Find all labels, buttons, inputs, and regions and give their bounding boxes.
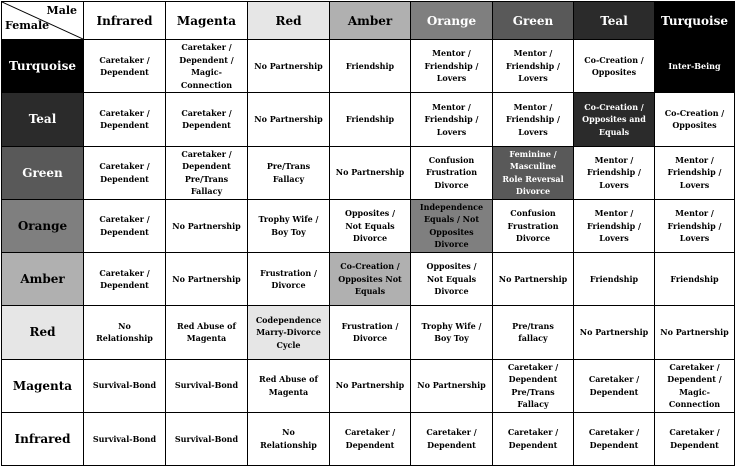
matrix-cell bbox=[493, 199, 574, 252]
cell-text-line: Magenta bbox=[186, 333, 227, 344]
relationship-matrix bbox=[1, 1, 735, 466]
matrix-cell bbox=[330, 93, 411, 146]
cell-text-line: Dependent bbox=[508, 374, 558, 385]
cell-text-line: Red Abuse of bbox=[259, 374, 318, 385]
cell-text-line: Opposites bbox=[591, 67, 637, 78]
row-header-orange: Orange bbox=[2, 199, 84, 252]
cell-text-line: Lovers bbox=[436, 126, 467, 137]
matrix-cell bbox=[84, 146, 166, 199]
matrix-cell bbox=[655, 199, 735, 252]
matrix-cell bbox=[330, 199, 411, 252]
matrix-cell bbox=[248, 306, 330, 359]
matrix-cell bbox=[493, 40, 574, 93]
column-header-orange: Orange bbox=[411, 2, 493, 40]
matrix-cell bbox=[411, 253, 493, 306]
matrix-cell bbox=[574, 412, 655, 465]
cell-text-line: Friendship / bbox=[587, 167, 641, 178]
cell-text-line: Divorce bbox=[271, 280, 306, 291]
matrix-cell bbox=[248, 146, 330, 199]
cell-text-line: Survival-Bond bbox=[92, 380, 157, 391]
column-header-amber: Amber bbox=[330, 2, 411, 40]
cell-text-line: Friendship / bbox=[667, 167, 722, 178]
cell-text-line: No Partnership bbox=[335, 380, 405, 391]
cell-text-line: Opposites and bbox=[582, 114, 646, 125]
matrix-cell bbox=[330, 412, 411, 465]
cell-text-line: Opposites / bbox=[344, 208, 396, 219]
matrix-cell bbox=[655, 306, 735, 359]
cell-text-line: Mentor / bbox=[513, 101, 553, 112]
cell-text-line: Divorce bbox=[515, 186, 551, 197]
cell-text-line: Opposites bbox=[672, 120, 717, 131]
matrix-row-teal bbox=[2, 93, 735, 146]
cell-text-line: Trophy Wife / bbox=[421, 320, 482, 331]
cell-text-line: No Partnership bbox=[660, 327, 729, 338]
row-header-magenta: Magenta bbox=[2, 359, 84, 412]
cell-text-line: Not Equals bbox=[426, 273, 477, 284]
matrix-cell bbox=[84, 359, 166, 412]
cell-text-line: Caretaker / bbox=[181, 107, 232, 118]
matrix-cell bbox=[166, 306, 248, 359]
cell-text-line: Lovers bbox=[599, 233, 629, 244]
matrix-cell bbox=[248, 199, 330, 252]
cell-text-line: Frustration bbox=[425, 167, 478, 178]
matrix-cell bbox=[84, 412, 166, 465]
cell-text-line: Relationship bbox=[260, 439, 317, 450]
corner-cell bbox=[2, 2, 84, 40]
column-header-infrared: Infrared bbox=[84, 2, 166, 40]
cell-text-line: Dependent bbox=[508, 439, 558, 450]
cell-text-line: No Partnership bbox=[417, 380, 486, 391]
matrix-cell bbox=[166, 412, 248, 465]
cell-text-line: Friendship bbox=[670, 273, 719, 284]
column-header-magenta: Magenta bbox=[166, 2, 248, 40]
cell-text-line: No bbox=[282, 427, 295, 438]
column-header-red: Red bbox=[248, 2, 330, 40]
matrix-cell bbox=[574, 146, 655, 199]
cell-text-line: Pre/trans bbox=[512, 320, 554, 331]
matrix-body bbox=[2, 40, 735, 466]
cell-text-line: Caretaker / bbox=[99, 214, 150, 225]
cell-text-line: Divorce bbox=[515, 233, 551, 244]
matrix-row-turquoise bbox=[2, 40, 735, 93]
cell-text-line: Pre/Trans bbox=[511, 386, 555, 397]
cell-text-line: Opposites Not bbox=[338, 273, 402, 284]
matrix-cell bbox=[655, 359, 735, 412]
cell-text-line: Lovers bbox=[679, 179, 710, 190]
cell-text-line: Frustration bbox=[507, 220, 559, 231]
cell-text-line: Caretaker / bbox=[181, 42, 232, 53]
cell-text-line: Dependent bbox=[100, 226, 149, 237]
matrix-cell bbox=[493, 93, 574, 146]
matrix-cell bbox=[493, 412, 574, 465]
cell-text-line: Friendship / bbox=[667, 220, 722, 231]
cell-text-line: Magenta bbox=[268, 386, 309, 397]
matrix-cell bbox=[574, 306, 655, 359]
cell-text-line: Dependent bbox=[589, 386, 639, 397]
row-header-red: Red bbox=[2, 306, 84, 359]
cell-text-line: Fallacy bbox=[517, 399, 549, 410]
cell-text-line: Lovers bbox=[599, 179, 629, 190]
cell-text-line: Dependent bbox=[670, 439, 719, 450]
matrix-cell bbox=[248, 93, 330, 146]
cell-text-line: Caretaker / bbox=[669, 427, 720, 438]
matrix-cell bbox=[84, 253, 166, 306]
matrix-cell bbox=[574, 359, 655, 412]
cell-text-line: Friendship bbox=[589, 273, 639, 284]
cell-text-line: Not Equals bbox=[345, 220, 395, 231]
matrix-row-red bbox=[2, 306, 735, 359]
cell-text-line: Opposites / bbox=[426, 261, 477, 272]
cell-text-line: Feminine / bbox=[509, 148, 557, 159]
cell-text-line: Mentor / bbox=[594, 154, 634, 165]
matrix-row-infrared bbox=[2, 412, 735, 465]
cell-text-line: Trophy Wife / bbox=[258, 214, 319, 225]
cell-text-line: Equals bbox=[354, 286, 386, 297]
column-header-teal: Teal bbox=[574, 2, 655, 40]
cell-text-line: Lovers bbox=[518, 126, 548, 137]
matrix-cell bbox=[574, 93, 655, 146]
cell-text-line: Relationship bbox=[96, 333, 153, 344]
cell-text-line: Caretaker / bbox=[99, 267, 150, 278]
cell-text-line: Dependent bbox=[345, 439, 395, 450]
cell-text-line: Boy Toy bbox=[271, 226, 306, 237]
matrix-cell bbox=[84, 93, 166, 146]
matrix-cell bbox=[411, 306, 493, 359]
matrix-cell bbox=[411, 412, 493, 465]
cell-text-line: Dependent bbox=[589, 439, 639, 450]
cell-text-line: No Partnership bbox=[579, 327, 649, 338]
matrix-cell bbox=[330, 253, 411, 306]
cell-text-line: Lovers bbox=[436, 73, 467, 84]
matrix-cell bbox=[330, 359, 411, 412]
matrix-cell bbox=[411, 146, 493, 199]
cell-text-line: Confusion bbox=[428, 154, 475, 165]
matrix-cell bbox=[84, 40, 166, 93]
cell-text-line: Survival-Bond bbox=[92, 433, 157, 444]
cell-text-line: Mentor / bbox=[432, 48, 471, 59]
cell-text-line: Mentor / bbox=[594, 208, 634, 219]
matrix-cell bbox=[166, 359, 248, 412]
cell-text-line: Friendship / bbox=[424, 114, 479, 125]
cell-text-line: Co-Creation / bbox=[664, 107, 725, 118]
cell-text-line: Caretaker / bbox=[507, 361, 559, 372]
cell-text-line: Boy Toy bbox=[434, 333, 469, 344]
cell-text-line: Friendship / bbox=[587, 220, 641, 231]
cell-text-line: Inter-Being bbox=[668, 60, 721, 71]
cell-text-line: Divorce bbox=[434, 286, 469, 297]
cell-text-line: Equals / Not bbox=[423, 214, 480, 225]
cell-text-line: Caretaker / bbox=[426, 427, 477, 438]
row-header-teal: Teal bbox=[2, 93, 84, 146]
matrix-cell bbox=[411, 199, 493, 252]
cell-text-line: Frustration / bbox=[260, 267, 317, 278]
matrix-cell bbox=[493, 306, 574, 359]
cell-text-line: Confusion bbox=[510, 208, 556, 219]
matrix-cell bbox=[248, 359, 330, 412]
cell-text-line: Dependent bbox=[100, 280, 149, 291]
cell-text-line: Survival-Bond bbox=[174, 380, 239, 391]
cell-text-line: Marry-Divorce bbox=[256, 327, 321, 338]
matrix-cell bbox=[655, 93, 735, 146]
matrix-cell bbox=[248, 412, 330, 465]
cell-text-line: Caretaker / bbox=[588, 427, 640, 438]
cell-text-line: Divorce bbox=[352, 333, 388, 344]
cell-text-line: Survival-Bond bbox=[174, 433, 239, 444]
cell-text-line: Mentor / bbox=[513, 48, 553, 59]
column-header-green: Green bbox=[493, 2, 574, 40]
cell-text-line: Role Reversal bbox=[502, 173, 564, 184]
matrix-cell bbox=[411, 40, 493, 93]
cell-text-line: Frustration / bbox=[341, 320, 399, 331]
matrix-cell bbox=[248, 40, 330, 93]
cell-text-line: Divorce bbox=[434, 239, 469, 250]
cell-text-line: Codependence bbox=[255, 314, 322, 325]
cell-text-line: Co-Creation / bbox=[584, 101, 644, 112]
cell-text-line: Dependent bbox=[100, 173, 149, 184]
matrix-row-amber bbox=[2, 253, 735, 306]
matrix-cell bbox=[655, 146, 735, 199]
cell-text-line: Lovers bbox=[518, 73, 548, 84]
cell-text-line: Equals bbox=[598, 126, 630, 137]
cell-text-line: Co-Creation / bbox=[584, 54, 644, 65]
cell-text-line: Lovers bbox=[679, 233, 710, 244]
cell-text-line: Pre/Trans bbox=[266, 161, 311, 172]
row-header-amber: Amber bbox=[2, 253, 84, 306]
matrix-cell bbox=[330, 306, 411, 359]
matrix-cell bbox=[574, 199, 655, 252]
cell-text-line: Magic- bbox=[679, 386, 710, 397]
cell-text-line: No Partnership bbox=[254, 114, 323, 125]
cell-text-line: No Partnership bbox=[335, 167, 405, 178]
matrix-row-orange bbox=[2, 199, 735, 252]
cell-text-line: Fallacy bbox=[272, 173, 305, 184]
cell-text-line: Friendship bbox=[345, 60, 395, 71]
cell-text-line: Friendship / bbox=[424, 60, 479, 71]
matrix-cell bbox=[330, 146, 411, 199]
cell-text-line: Magic- bbox=[191, 67, 222, 78]
cell-text-line: Friendship / bbox=[506, 114, 560, 125]
matrix-cell bbox=[411, 359, 493, 412]
cell-text-line: Caretaker / bbox=[99, 54, 150, 65]
cell-text-line: Friendship bbox=[345, 114, 395, 125]
matrix-cell bbox=[574, 253, 655, 306]
cell-text-line: Mentor / bbox=[675, 208, 714, 219]
cell-text-line: Dependent bbox=[427, 439, 476, 450]
matrix-cell bbox=[655, 253, 735, 306]
cell-text-line: Dependent / bbox=[179, 54, 234, 65]
cell-text-line: Dependent bbox=[182, 120, 231, 131]
matrix-cell bbox=[166, 40, 248, 93]
matrix-cell bbox=[166, 199, 248, 252]
matrix-row-green bbox=[2, 146, 735, 199]
cell-text-line: Fallacy bbox=[190, 186, 223, 197]
cell-text-line: Independence bbox=[419, 201, 484, 212]
cell-text-line: No Partnership bbox=[172, 273, 241, 284]
cell-text-line: Dependent / bbox=[667, 374, 722, 385]
cell-text-line: Friendship / bbox=[506, 60, 560, 71]
male-axis-label: Male bbox=[46, 4, 77, 17]
cell-text-line: Caretaker / bbox=[669, 361, 720, 372]
cell-text-line: Divorce bbox=[352, 233, 388, 244]
cell-text-line: No bbox=[118, 320, 131, 331]
female-axis-label: Female bbox=[5, 19, 50, 32]
matrix-cell bbox=[330, 40, 411, 93]
matrix-cell bbox=[655, 412, 735, 465]
cell-text-line: No Partnership bbox=[254, 60, 323, 71]
cell-text-line: Pre/Trans bbox=[184, 173, 229, 184]
cell-text-line: Mentor / bbox=[432, 101, 471, 112]
matrix-cell bbox=[574, 40, 655, 93]
cell-text-line: No Partnership bbox=[498, 273, 568, 284]
cell-text-line: Caretaker / bbox=[588, 374, 640, 385]
column-header-turquoise: Turquoise bbox=[655, 2, 735, 40]
cell-text-line: Red Abuse of bbox=[177, 320, 236, 331]
matrix-cell bbox=[493, 146, 574, 199]
matrix-cell bbox=[166, 93, 248, 146]
cell-text-line: Connection bbox=[180, 79, 233, 90]
cell-text-line: No Partnership bbox=[172, 220, 241, 231]
cell-text-line: Caretaker / bbox=[507, 427, 559, 438]
cell-text-line: fallacy bbox=[518, 333, 548, 344]
row-header-infrared: Infrared bbox=[2, 412, 84, 465]
matrix-cell bbox=[84, 199, 166, 252]
cell-text-line: Caretaker / bbox=[99, 107, 150, 118]
cell-text-line: Connection bbox=[668, 399, 721, 410]
matrix-cell bbox=[166, 146, 248, 199]
cell-text-line: Cycle bbox=[276, 339, 301, 350]
matrix-cell bbox=[411, 93, 493, 146]
row-header-green: Green bbox=[2, 146, 84, 199]
matrix-cell bbox=[166, 253, 248, 306]
cell-text-line: Co-Creation / bbox=[340, 261, 400, 272]
matrix-row-magenta bbox=[2, 359, 735, 412]
cell-text-line: Divorce bbox=[434, 179, 469, 190]
cell-text-line: Mentor / bbox=[675, 154, 714, 165]
cell-text-line: Dependent bbox=[182, 161, 231, 172]
cell-text-line: Dependent bbox=[100, 67, 149, 78]
cell-text-line: Opposites bbox=[429, 226, 474, 237]
cell-text-line: Dependent bbox=[100, 120, 149, 131]
matrix-cell bbox=[493, 359, 574, 412]
cell-text-line: Caretaker / bbox=[181, 148, 232, 159]
cell-text-line: Caretaker / bbox=[344, 427, 396, 438]
matrix-cell bbox=[655, 40, 735, 93]
cell-text-line: Caretaker / bbox=[99, 161, 150, 172]
header-row bbox=[2, 2, 735, 40]
matrix-cell bbox=[493, 253, 574, 306]
row-header-turquoise: Turquoise bbox=[2, 40, 84, 93]
matrix-cell bbox=[248, 253, 330, 306]
cell-text-line: Masculine bbox=[509, 161, 557, 172]
matrix-cell bbox=[84, 306, 166, 359]
